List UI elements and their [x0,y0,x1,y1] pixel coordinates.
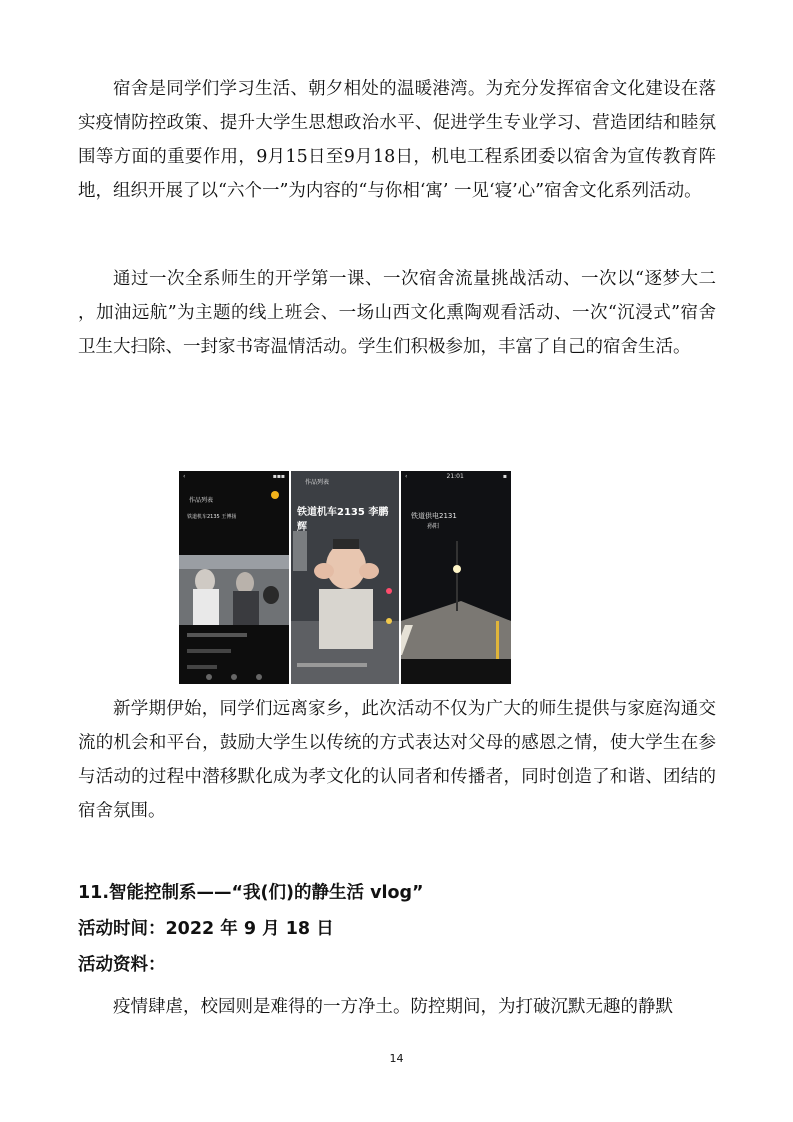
screenshot-subcaption: 孙阳 [427,523,440,530]
screenshot-caption: 铁道机车2135 李鹏辉 [297,507,389,533]
paragraph-epidemic-intro: 疫情肆虐，校园则是难得的一方净土。防控期间，为打破沉默无趣的静默 [113,997,673,1017]
page-number: 14 [389,1052,404,1065]
night-road-graphic [401,471,511,684]
status-bar: ‹ ▪▪▪ [183,473,285,480]
people-photo-graphic [179,471,289,684]
screenshot-caption: 铁道机车2135 王博扬 [187,514,237,520]
paragraph-dormitory-culture: 宿舍是同学们学习生活、朝夕相处的温暖港湾。为充分发挥宿舍文化建设在落实疫情防控政策、提升大学生思想政治水平、促进学生专业学习、营造团结和睦氛围等方面的重要作用，9月15日至9月18日，机电工程系团委以宿舍为宣传教育阵地，组织开展了以“六个一”为内容的“与你相‘寓’ 一见‘寝’心”宿舍文化系列活动。 [78,79,716,201]
status-bar: ‹ 21:01 ▪ [405,473,507,480]
screenshot-header: 作品列表 [189,497,214,504]
paragraph-activity-significance: 新学期伊始，同学们远离家乡，此次活动不仅为广大的师生提供与家庭沟通交流的机会和平台，鼓励大学生以传统的方式表达对父母的感恩之情，使大学生在参与活动的过程中潜移默化成为孝文化的认同者和传播者，同时创造了和谐、团结的宿舍氛围。 [78,699,716,821]
activity-photo-collage [179,471,511,684]
phone-screenshot-3 [401,471,511,684]
phone-screenshot-2 [291,471,399,684]
phone-screenshot-1 [179,471,289,684]
activity-material-label: 活动资料： [78,955,166,975]
section-title: 11.智能控制系——“我(们)的静生活 vlog” [78,883,424,903]
activity-time: 活动时间：2022 年 9 月 18 日 [78,919,334,939]
paragraph-activity-list: 通过一次全系师生的开学第一课、一次宿舍流量挑战活动、一次以“逐梦大二 ，加油远航”为主题的线上班会、一场山西文化熏陶观看活动、一次“沉浸式”宿舍卫生大扫除、一封家书寄温情活动。学生们积极参加，丰富了自己的宿舍生活。 [78,269,716,357]
screenshot-header: 作品列表 [305,479,330,486]
screenshot-caption: 铁道供电2131 [411,512,457,520]
screenshot-time: 21:01 [446,473,464,480]
